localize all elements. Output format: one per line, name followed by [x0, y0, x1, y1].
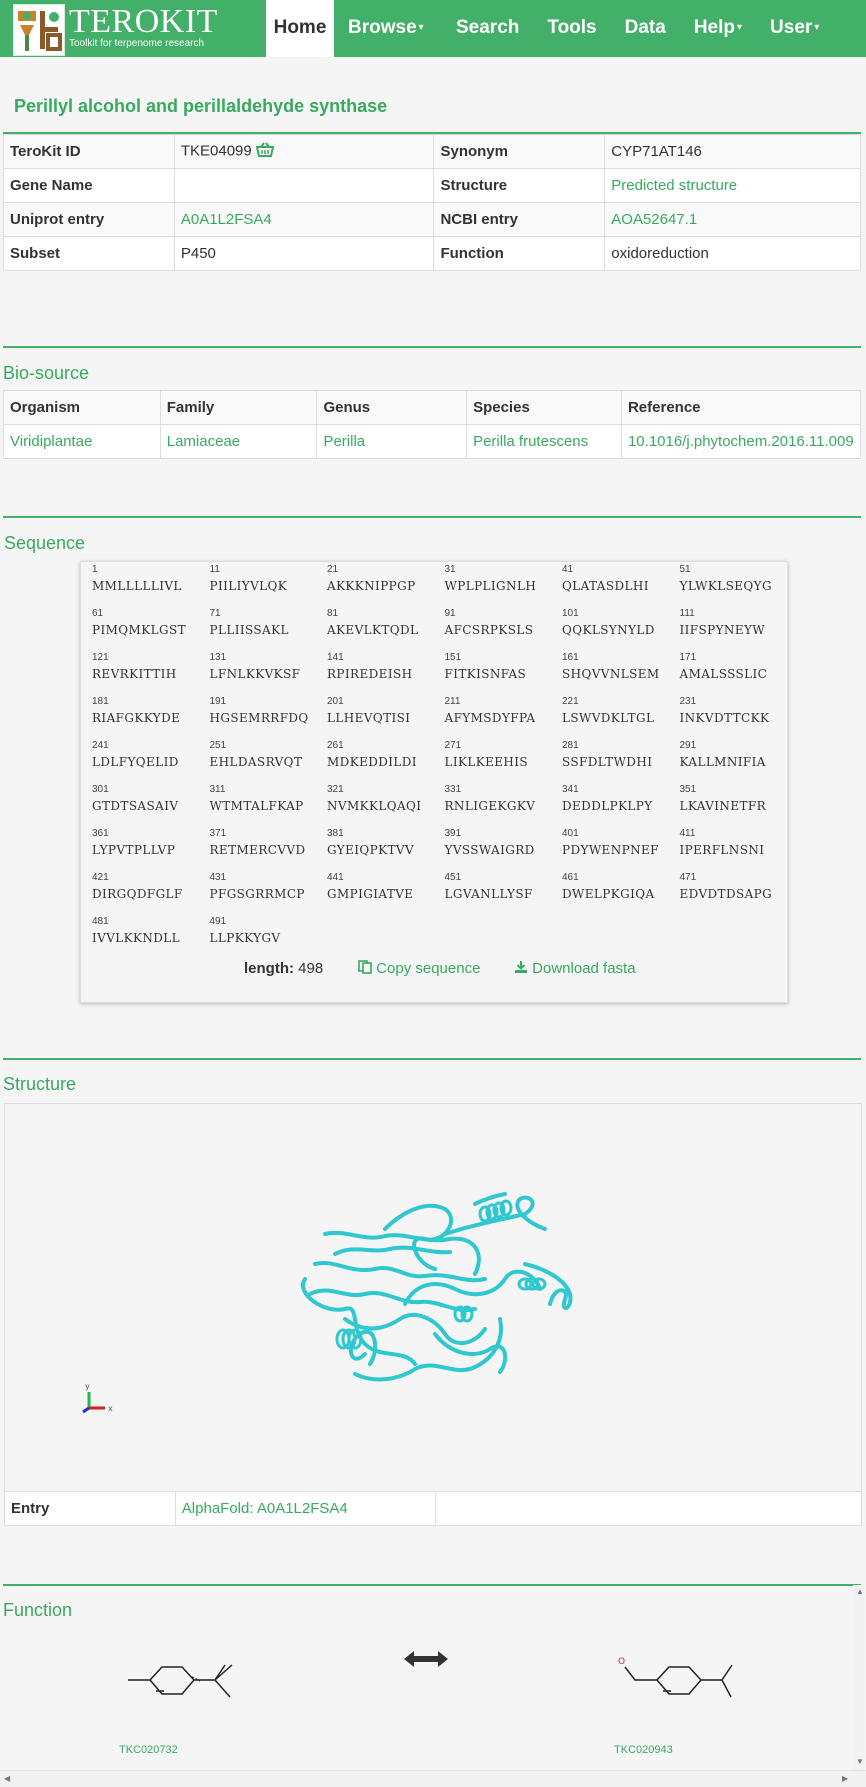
ncbi-label: NCBI entry [434, 203, 605, 237]
substrate-structure-image [120, 1655, 240, 1715]
sequence-residues: LLHEVQTISI [327, 711, 411, 725]
sequence-residues: AMALSSSLIC [679, 667, 768, 681]
nav-user-dropdown[interactable]: User ▾ [770, 17, 820, 39]
sequence-residues: FITKISNFAS [444, 667, 527, 681]
sequence-position: 131 [209, 652, 227, 663]
sequence-residues: DEDDLPKLPY [562, 799, 653, 813]
sequence-block [562, 564, 679, 593]
top-navbar [0, 0, 866, 57]
sequence-residues: WTMTALFKAP [209, 799, 304, 813]
substrate-compound[interactable] [120, 1655, 240, 1715]
ncbi-link[interactable]: AOA52647.1 [605, 203, 861, 237]
enzyme-info-table [3, 134, 861, 271]
sequence-block [445, 828, 562, 857]
sequence-position: 311 [209, 784, 226, 795]
brand-title: TEROKIT [69, 3, 218, 40]
alphafold-entry-link[interactable]: AlphaFold: A0A1L2FSA4 [175, 1492, 435, 1526]
sequence-position: 401 [562, 828, 579, 839]
sequence-position: 221 [562, 696, 579, 707]
sequence-residues: RIAFGKKYDE [92, 711, 181, 725]
sequence-block [327, 696, 444, 725]
sequence-position: 71 [209, 608, 221, 619]
sequence-block [562, 784, 679, 813]
sequence-block [680, 608, 797, 637]
sequence-residues: GYEIQPKTVV [327, 843, 415, 857]
sequence-residues: MMLLLLLIVL [92, 579, 182, 593]
sequence-block [92, 740, 209, 769]
sequence-residues: PIMQMKLGST [92, 623, 186, 637]
sequence-position: 391 [444, 828, 462, 839]
sequence-block [562, 828, 679, 857]
protein-3d-viewer[interactable] [4, 1103, 862, 1493]
reference-doi-link[interactable]: 10.1016/j.phytochem.2016.11.009 [621, 425, 860, 459]
sequence-block [92, 828, 209, 857]
sequence-position: 281 [562, 740, 579, 751]
reference-header: Reference [621, 391, 860, 425]
sequence-position: 141 [327, 652, 344, 663]
sequence-position: 261 [327, 740, 344, 751]
sequence-position: 151 [444, 652, 462, 663]
uniprot-label: Uniprot entry [4, 203, 175, 237]
sequence-residues: PIILIYVLQK [209, 579, 288, 593]
sequence-block [327, 608, 444, 637]
sequence-residues: MDKEDDILDI [327, 755, 417, 769]
sequence-block [92, 608, 209, 637]
sequence-position: 331 [444, 784, 462, 795]
sequence-residues: LIKLKEEHIS [444, 755, 529, 769]
sequence-position: 381 [327, 828, 344, 839]
sequence-block [210, 740, 327, 769]
predicted-structure-link[interactable]: Predicted structure [605, 169, 861, 203]
sequence-position: 351 [679, 784, 697, 795]
page-title: Perillyl alcohol and perillaldehyde synthase [14, 96, 388, 116]
sequence-position: 271 [444, 740, 462, 751]
sequence-residues: QLATASDLHI [562, 579, 649, 593]
sequence-residues: EDVDTDSAPG [679, 887, 773, 901]
divider [3, 516, 861, 518]
sequence-block [680, 872, 797, 901]
sequence-block [562, 608, 679, 637]
sequence-residues: QQKLSYNYLD [562, 623, 655, 637]
empty-cell [435, 1492, 861, 1526]
sequence-block [92, 652, 209, 681]
organism-link[interactable]: Viridiplantae [4, 425, 161, 459]
nav-data[interactable]: Data [624, 17, 666, 38]
synonym-label: Synonym [434, 135, 605, 169]
sequence-residues: YLWKLSEQYG [679, 579, 772, 593]
function-title: Function [3, 1600, 73, 1620]
sequence-position: 421 [92, 872, 109, 883]
function-label: Function [434, 237, 605, 271]
sequence-panel [80, 561, 788, 1003]
sequence-residues: KALLMNIFIA [679, 755, 766, 769]
sequence-residues: PLLIISSAKL [209, 623, 289, 637]
sequence-residues: PDYWENPNEF [562, 843, 659, 857]
sequence-residues: REVRKITTIH [92, 667, 177, 681]
sequence-position: 61 [92, 608, 104, 619]
sequence-position: 201 [327, 696, 344, 707]
scroll-up-icon[interactable]: ▲ [856, 1587, 864, 1596]
species-link[interactable]: Perilla frutescens [467, 425, 622, 459]
scroll-right-icon[interactable]: ▶ [842, 1774, 849, 1783]
sequence-position: 21 [327, 564, 339, 575]
svg-text:y: y [85, 1382, 90, 1391]
sequence-position: 251 [209, 740, 227, 751]
sequence-position: 161 [562, 652, 579, 663]
sequence-position: 81 [327, 608, 339, 619]
brand-subtitle: Toolkit for terpenome research [69, 38, 205, 49]
sequence-residues: DWELPKGIQA [562, 887, 655, 901]
nav-home[interactable]: Home [266, 0, 334, 57]
sequence-block [445, 784, 562, 813]
sequence-residues: IVVLKKNDLL [92, 931, 181, 945]
family-link[interactable]: Lamiaceae [160, 425, 317, 459]
sequence-residues: AKEVLKTQDL [327, 623, 419, 637]
sequence-position: 191 [209, 696, 227, 707]
sequence-residues: GTDTSASAIV [92, 799, 179, 813]
product-structure-image [605, 1655, 735, 1715]
biosource-title: Bio-source [3, 363, 90, 383]
sequence-block [92, 784, 209, 813]
sequence-block [680, 784, 797, 813]
sequence-residues: LKAVINETFR [679, 799, 767, 813]
sequence-residues: SSFDLTWDHI [562, 755, 653, 769]
sequence-position: 341 [562, 784, 579, 795]
family-header: Family [160, 391, 317, 425]
basket-icon[interactable] [256, 142, 274, 161]
sequence-position: 461 [562, 872, 579, 883]
sequence-block [680, 740, 797, 769]
sequence-position: 101 [562, 608, 579, 619]
sequence-block [680, 564, 797, 593]
organism-header: Organism [4, 391, 161, 425]
divider [3, 1584, 861, 1586]
scroll-down-icon[interactable]: ▼ [856, 1757, 864, 1766]
sequence-block [327, 564, 444, 593]
sequence-block [680, 652, 797, 681]
sequence-position: 451 [444, 872, 462, 883]
caret-down-icon: ▾ [737, 22, 743, 33]
sequence-position: 91 [444, 608, 456, 619]
divider [3, 346, 861, 348]
caret-down-icon: ▾ [418, 22, 424, 33]
axis-triad-icon [83, 1382, 113, 1413]
terokit-id-label: TeroKit ID [4, 135, 175, 169]
sequence-block [92, 872, 209, 901]
nav-help-dropdown[interactable]: Help ▾ [693, 17, 743, 39]
structure-label: Structure [434, 169, 605, 203]
product-compound[interactable] [605, 1655, 735, 1715]
gene-name-label: Gene Name [4, 169, 175, 203]
sequence-block [210, 784, 327, 813]
uniprot-link[interactable]: A0A1L2FSA4 [174, 203, 434, 237]
sequence-block [210, 564, 327, 593]
genus-link[interactable]: Perilla [317, 425, 467, 459]
sequence-block [327, 784, 444, 813]
divider [3, 1058, 861, 1060]
copy-icon [358, 960, 372, 977]
sequence-block [562, 872, 679, 901]
sequence-position: 431 [209, 872, 227, 883]
sequence-position: 51 [679, 564, 691, 575]
sequence-position: 241 [92, 740, 109, 751]
product-id-link[interactable]: TKC020943 [614, 1744, 673, 1756]
sequence-block [445, 608, 562, 637]
sequence-residues: DIRGQDFGLF [92, 887, 183, 901]
sequence-position: 411 [679, 828, 696, 839]
synonym-value: CYP71AT146 [605, 135, 861, 169]
sequence-position: 301 [92, 784, 109, 795]
download-fasta-button[interactable]: Download fasta [514, 960, 636, 977]
sequence-position: 171 [679, 652, 697, 663]
sequence-residues: LLPKKYGV [209, 931, 281, 945]
main-nav [266, 0, 833, 57]
sequence-block [92, 916, 209, 945]
sequence-residues: IPERFLNSNI [679, 843, 765, 857]
sequence-residues: NVMKKLQAQI [327, 799, 422, 813]
sequence-position: 481 [92, 916, 109, 927]
sequence-residues: SHQVVNLSEM [562, 667, 660, 681]
sequence-position: 181 [92, 696, 109, 707]
species-header: Species [467, 391, 622, 425]
sequence-block [445, 696, 562, 725]
horizontal-scrollbar[interactable] [0, 1770, 866, 1787]
sequence-block [210, 828, 327, 857]
scroll-left-icon[interactable]: ◀ [4, 1774, 11, 1783]
sequence-block [445, 564, 562, 593]
sequence-position: 111 [679, 608, 695, 619]
sequence-block [562, 740, 679, 769]
sequence-title: Sequence [4, 533, 86, 553]
svg-text:x: x [108, 1404, 113, 1413]
sequence-position: 291 [679, 740, 697, 751]
sequence-block [445, 652, 562, 681]
sequence-position: 1 [92, 564, 98, 575]
sequence-block [92, 696, 209, 725]
function-value: oxidoreduction [605, 237, 861, 271]
terokit-id-value: TKE04099 [180, 142, 252, 160]
sequence-block [445, 740, 562, 769]
sequence-residues: PFGSGRRMCP [209, 887, 305, 901]
sequence-residues: AFYMSDYFPA [444, 711, 536, 725]
sequence-block [680, 828, 797, 857]
sequence-block [327, 740, 444, 769]
sequence-block [210, 608, 327, 637]
sequence-residues: HGSEMRRFDQ [209, 711, 309, 725]
sequence-residues: AFCSRPKSLS [444, 623, 534, 637]
reaction-arrow-icon [402, 1649, 450, 1669]
sequence-length: length: 498 [244, 960, 324, 977]
sequence-position: 211 [444, 696, 461, 707]
nav-tools[interactable]: Tools [547, 17, 597, 38]
sequence-position: 231 [679, 696, 697, 707]
sequence-position: 361 [92, 828, 109, 839]
sequence-position: 31 [444, 564, 456, 575]
sequence-residues: GMPIGIATVE [327, 887, 414, 901]
sequence-block [327, 652, 444, 681]
sequence-block [210, 916, 327, 945]
copy-sequence-button[interactable]: Copy sequence [358, 960, 480, 977]
sequence-block [562, 652, 679, 681]
gene-name-value [174, 169, 434, 203]
brand-logo-link[interactable] [13, 4, 218, 56]
sequence-residues: LDLFYQELID [92, 755, 179, 769]
sequence-block [562, 696, 679, 725]
sequence-block [680, 696, 797, 725]
sequence-position: 41 [562, 564, 574, 575]
sequence-residues: YVSSWAIGRD [444, 843, 535, 857]
sequence-residues: EHLDASRVQT [209, 755, 303, 769]
sequence-block [210, 696, 327, 725]
sequence-position: 121 [92, 652, 109, 663]
genus-header: Genus [317, 391, 467, 425]
sequence-residues: LFNLKKVKSF [209, 667, 301, 681]
sequence-position: 11 [209, 564, 220, 575]
sequence-residues: RPIREDEISH [327, 667, 413, 681]
protein-structure-render [5, 1104, 861, 1492]
sequence-block [92, 564, 209, 593]
terokit-logo-icon [13, 4, 65, 56]
structure-entry-table [4, 1491, 862, 1526]
sequence-residues: INKVDTTCKK [679, 711, 770, 725]
caret-down-icon: ▾ [814, 22, 820, 33]
sequence-position: 371 [209, 828, 227, 839]
entry-label: Entry [5, 1492, 176, 1526]
substrate-id-link[interactable]: TKC020732 [119, 1744, 178, 1756]
function-vertical-scrollbar[interactable] [853, 1585, 865, 1770]
sequence-block [327, 828, 444, 857]
terokit-id-cell [174, 135, 434, 169]
sequence-block [210, 872, 327, 901]
structure-title: Structure [3, 1074, 77, 1094]
sequence-position: 471 [679, 872, 697, 883]
nav-browse-dropdown[interactable]: Browse ▾ [348, 17, 424, 39]
sequence-residues: LSWVDKLTGL [562, 711, 655, 725]
sequence-block [210, 652, 327, 681]
sequence-residues: LGVANLLYSF [444, 887, 533, 901]
sequence-residues: LYPVTPLLVP [92, 843, 176, 857]
biosource-table [3, 390, 861, 459]
subset-label: Subset [4, 237, 175, 271]
sequence-block [445, 872, 562, 901]
sequence-position: 491 [209, 916, 227, 927]
sequence-position: 441 [327, 872, 344, 883]
nav-search[interactable]: Search [456, 17, 520, 38]
sequence-residues: IIFSPYNEYW [679, 623, 766, 637]
sequence-block [327, 872, 444, 901]
sequence-residues: AKKKNIPPGP [327, 579, 416, 593]
svg-text:O: O [618, 1657, 626, 1667]
subset-value: P450 [174, 237, 434, 271]
sequence-position: 321 [327, 784, 344, 795]
sequence-residues: RNLIGEKGKV [444, 799, 536, 813]
download-icon [514, 960, 528, 977]
sequence-residues: WPLPLIGNLH [444, 579, 537, 593]
sequence-residues: RETMERCVVD [209, 843, 306, 857]
